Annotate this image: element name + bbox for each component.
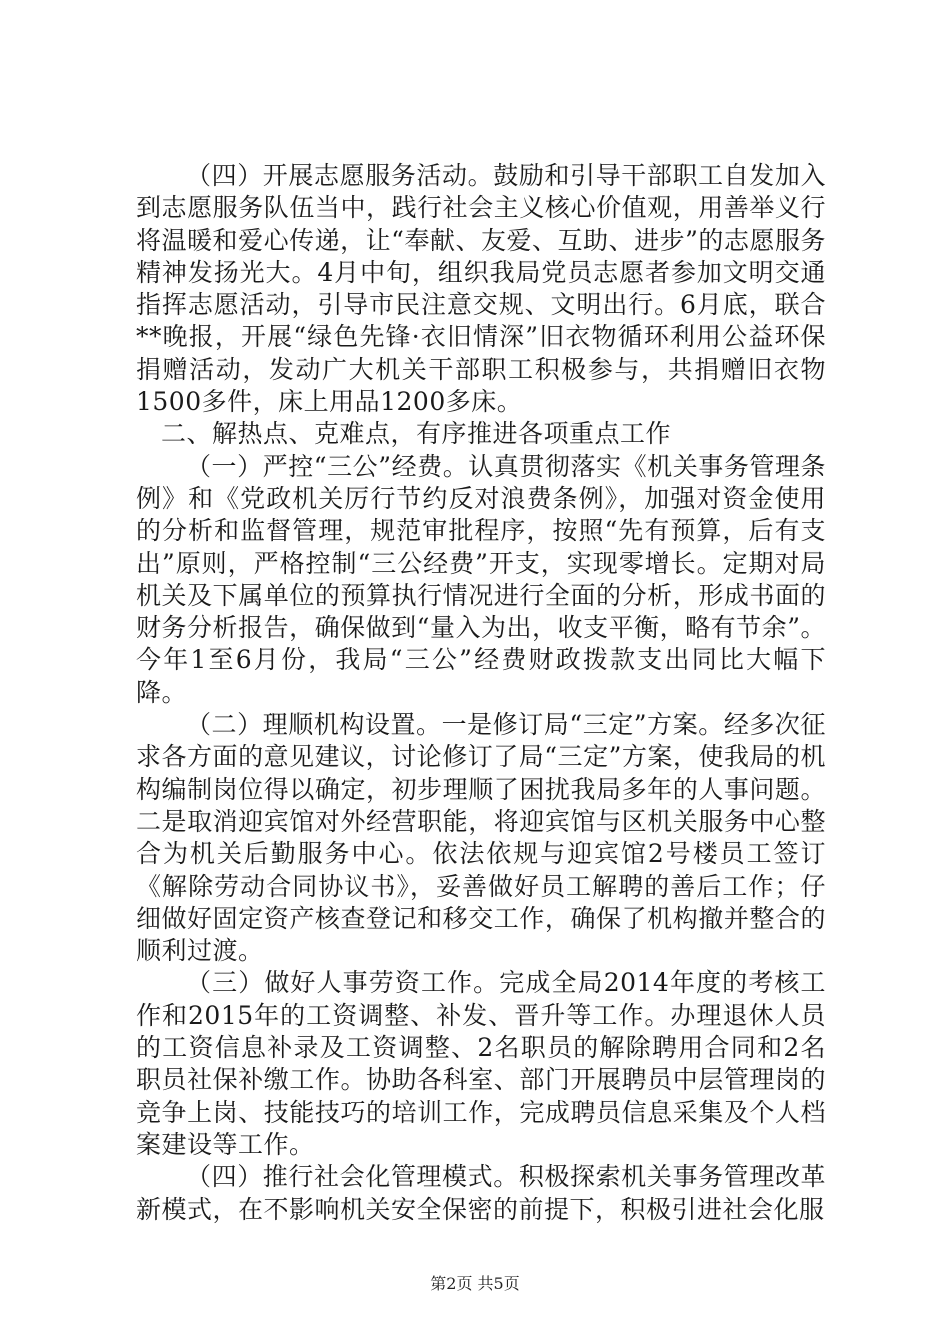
paragraph-socialized-management: （四）推行社会化管理模式。积极探索机关事务管理改革新模式，在不影响机关安全保密的前提下，积极引进社会化服 bbox=[136, 1162, 826, 1224]
page-footer bbox=[0, 1274, 950, 1294]
paragraph-three-public-expenses: （一）严控“三公”经费。认真贯彻落实《机关事务管理条例》和《党政机关厉行节约反对浪费条例》，加强对资金使用的分析和监督管理，规范审批程序，按照“先有预算，后有支出”原则，严格控制“三公经费”开支，实现零增长。定期对局机关及下属单位的预算执行情况进行全面的分析，形成书面的财务分析报告，确保做到“量入为出，收支平衡，略有节余”。今年1至6月份，我局“三公”经费财政拨款支出同比大幅下降。 bbox=[136, 451, 826, 707]
paragraph-personnel-payroll: （三）做好人事劳资工作。完成全局2014年度的考核工作和2015年的工资调整、补发、晋升等工作。办理退休人员的工资信息补录及工资调整、2名职员的解除聘用合同和2名职员社保补缴工作。协助各科室、部门开展聘员中层管理岗的竞争上岗、技能技巧的培训工作，完成聘员信息采集及个人档案建设等工作。 bbox=[136, 968, 826, 1159]
page-number-label: 第2页 共5页 bbox=[430, 1274, 520, 1293]
paragraph-institution-setup: （二）理顺机构设置。一是修订局“三定”方案。经多次征求各方面的意见建议，讨论修订了局“三定”方案，使我局的机构编制岗位得以确定，初步理顺了困扰我局多年的人事问题。二是取消迎宾馆对外经营职能，将迎宾馆与区机关服务中心整合为机关后勤服务中心。依法依规与迎宾馆2号楼员工签订《解除劳动合同协议书》，妥善做好员工解聘的善后工作；仔细做好固定资产核查登记和移交工作，确保了机构撤并整合的顺利过渡。 bbox=[136, 710, 826, 966]
paragraph-volunteer-service: （四）开展志愿服务活动。鼓励和引导干部职工自发加入到志愿服务队伍当中，践行社会主义核心价值观，用善举义行将温暖和爱心传递，让“奉献、友爱、互助、进步”的志愿服务精神发扬光大。4月中旬，组织我局党员志愿者参加文明交通指挥志愿活动，引导市民注意交规、文明出行。6月底，联合**晚报，开展“绿色先锋·衣旧情深”旧衣物循环利用公益环保捐赠活动，发动广大机关干部职工积极参与，共捐赠旧衣物1500多件，床上用品1200多床。 bbox=[136, 161, 826, 417]
document-body bbox=[136, 160, 826, 1226]
section-heading-key-work: 二、解热点、克难点，有序推进各项重点工作 bbox=[161, 419, 672, 449]
